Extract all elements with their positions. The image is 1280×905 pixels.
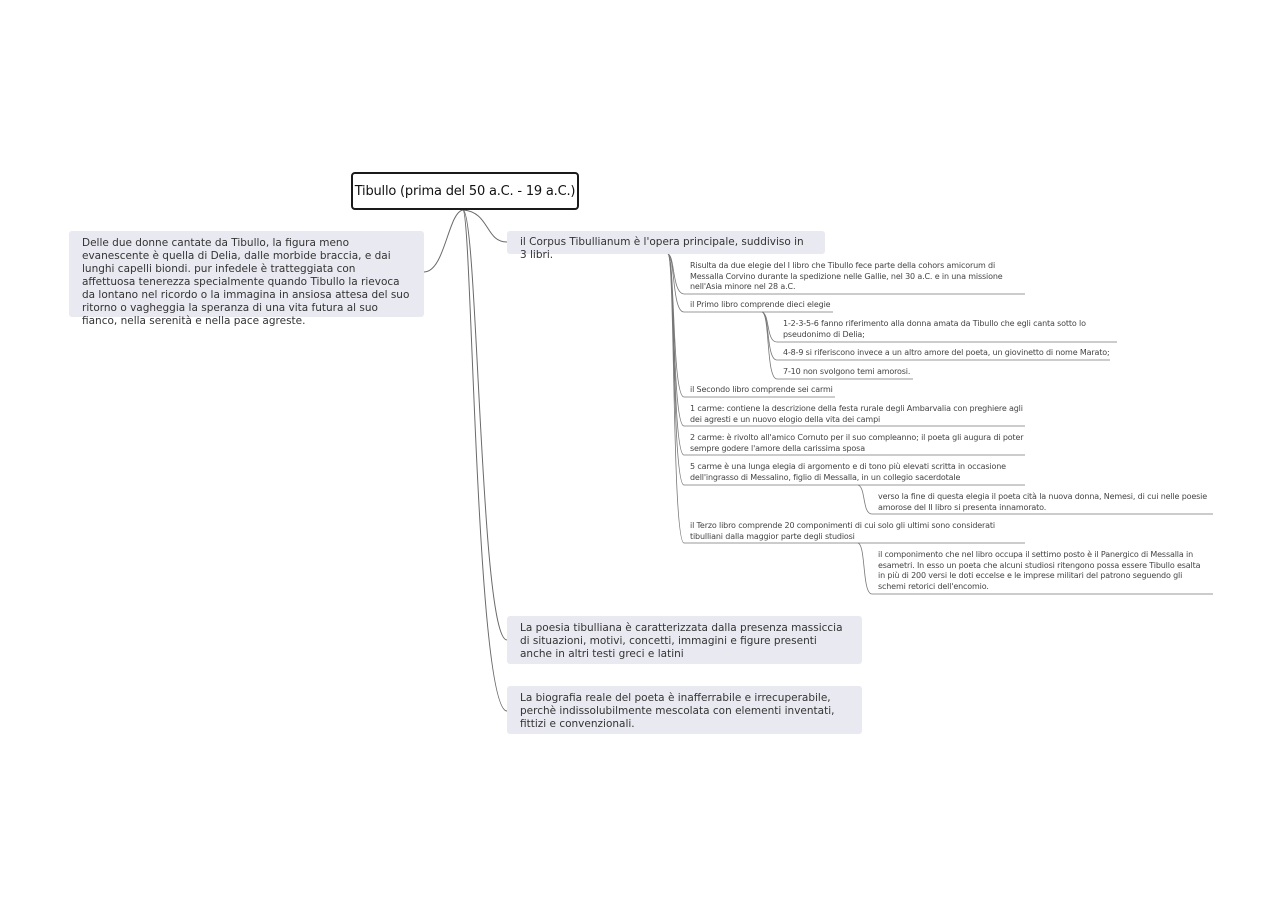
subtopic-book1-delia[interactable]: 1-2-3-5-6 fanno riferimento alla donna amata da Tibullo che egli canta sotto lo pseudonimo di Delia;	[783, 319, 1086, 339]
subtopic-book1[interactable]: il Primo libro comprende dieci elegie	[690, 300, 831, 309]
connector-root-corpus	[463, 210, 507, 242]
subtopic-panegirico[interactable]: il componimento che nel libro occupa il settimo posto è il Panergico di Messalla in esametri. In esso un poeta che alcuni studiosi ritengono possa essere Tibullo esalta in più di 200 versi le doti eccelse e le imprese militari del patrono seguendo gli schemi retorici dell'encomio.	[878, 550, 1201, 591]
root-topic[interactable]: Tibullo (prima del 50 a.C. - 19 a.C.)	[351, 172, 579, 210]
subtopic-book1-other[interactable]: 7-10 non svolgono temi amorosi.	[783, 367, 911, 376]
connector-root-left	[424, 210, 463, 272]
subtopic-origin[interactable]: Risulta da due elegie del I libro che Tibullo fece parte della cohors amicorum di Messalla Corvino durante la spedizione nelle Gallie, nel 30 a.C. e in una missione nell'Asia minore nel 28 a.C.	[690, 261, 1003, 291]
connector-root-poesia	[463, 210, 507, 640]
subtopic-book1-marato[interactable]: 4-8-9 si riferiscono invece a un altro amore del poeta, un giovinetto di nome Marato;	[783, 348, 1110, 357]
subtopic-carme5[interactable]: 5 carme è una lunga elegia di argomento e di tono più elevati scritta in occasione dell'ingrasso di Messalino, figlio di Messalla, in un collegio sacerdotale	[690, 462, 1006, 482]
subtopic-book3[interactable]: il Terzo libro comprende 20 componimenti di cui solo gli ultimi sono considerati tibulliani dalla maggior parte degli studiosi	[690, 521, 995, 541]
subtopic-carme1[interactable]: 1 carme: contiene la descrizione della festa rurale degli Ambarvalia con preghiere agli dei agresti e un nuovo elogio della vita dei campi	[690, 404, 1023, 424]
subtopic-carme2[interactable]: 2 carme: è rivolto all'amico Cornuto per il suo compleanno; il poeta gli augura di poter sempre godere l'amore della carissima sposa	[690, 433, 1024, 453]
topic-poesia[interactable]: La poesia tibulliana è caratterizzata dalla presenza massiccia di situazioni, motivi, concetti, immagini e figure presenti anche in altri testi greci e latini	[507, 616, 862, 664]
topic-biografia[interactable]: La biografia reale del poeta è inafferrabile e irrecuperabile, perchè indissolubilmente mescolata con elementi inventati, fittizi e convenzionali.	[507, 686, 862, 734]
subtopic-nemesi[interactable]: verso la fine di questa elegia il poeta cità la nuova donna, Nemesi, di cui nelle poesie amorose del II libro si presenta innamorato.	[878, 492, 1208, 512]
connector-root-biografia	[463, 210, 507, 711]
subtopic-book2[interactable]: il Secondo libro comprende sei carmi	[690, 385, 833, 394]
topic-delia[interactable]: Delle due donne cantate da Tibullo, la figura meno evanescente è quella di Delia, dalle morbide braccia, e dai lunghi capelli biondi. pur infedele è tratteggiata con affettuosa tenerezza specialmente quando Tibullo la rievoca da lontano nel ricordo o la immagina in ansiosa attesa del suo ritorno o vagheggia la speranza di una vita futura al suo fianco, nella serenità e nella pace agreste.	[69, 231, 424, 317]
topic-corpus[interactable]: il Corpus Tibullianum è l'opera principale, suddiviso in 3 libri.	[507, 231, 825, 254]
